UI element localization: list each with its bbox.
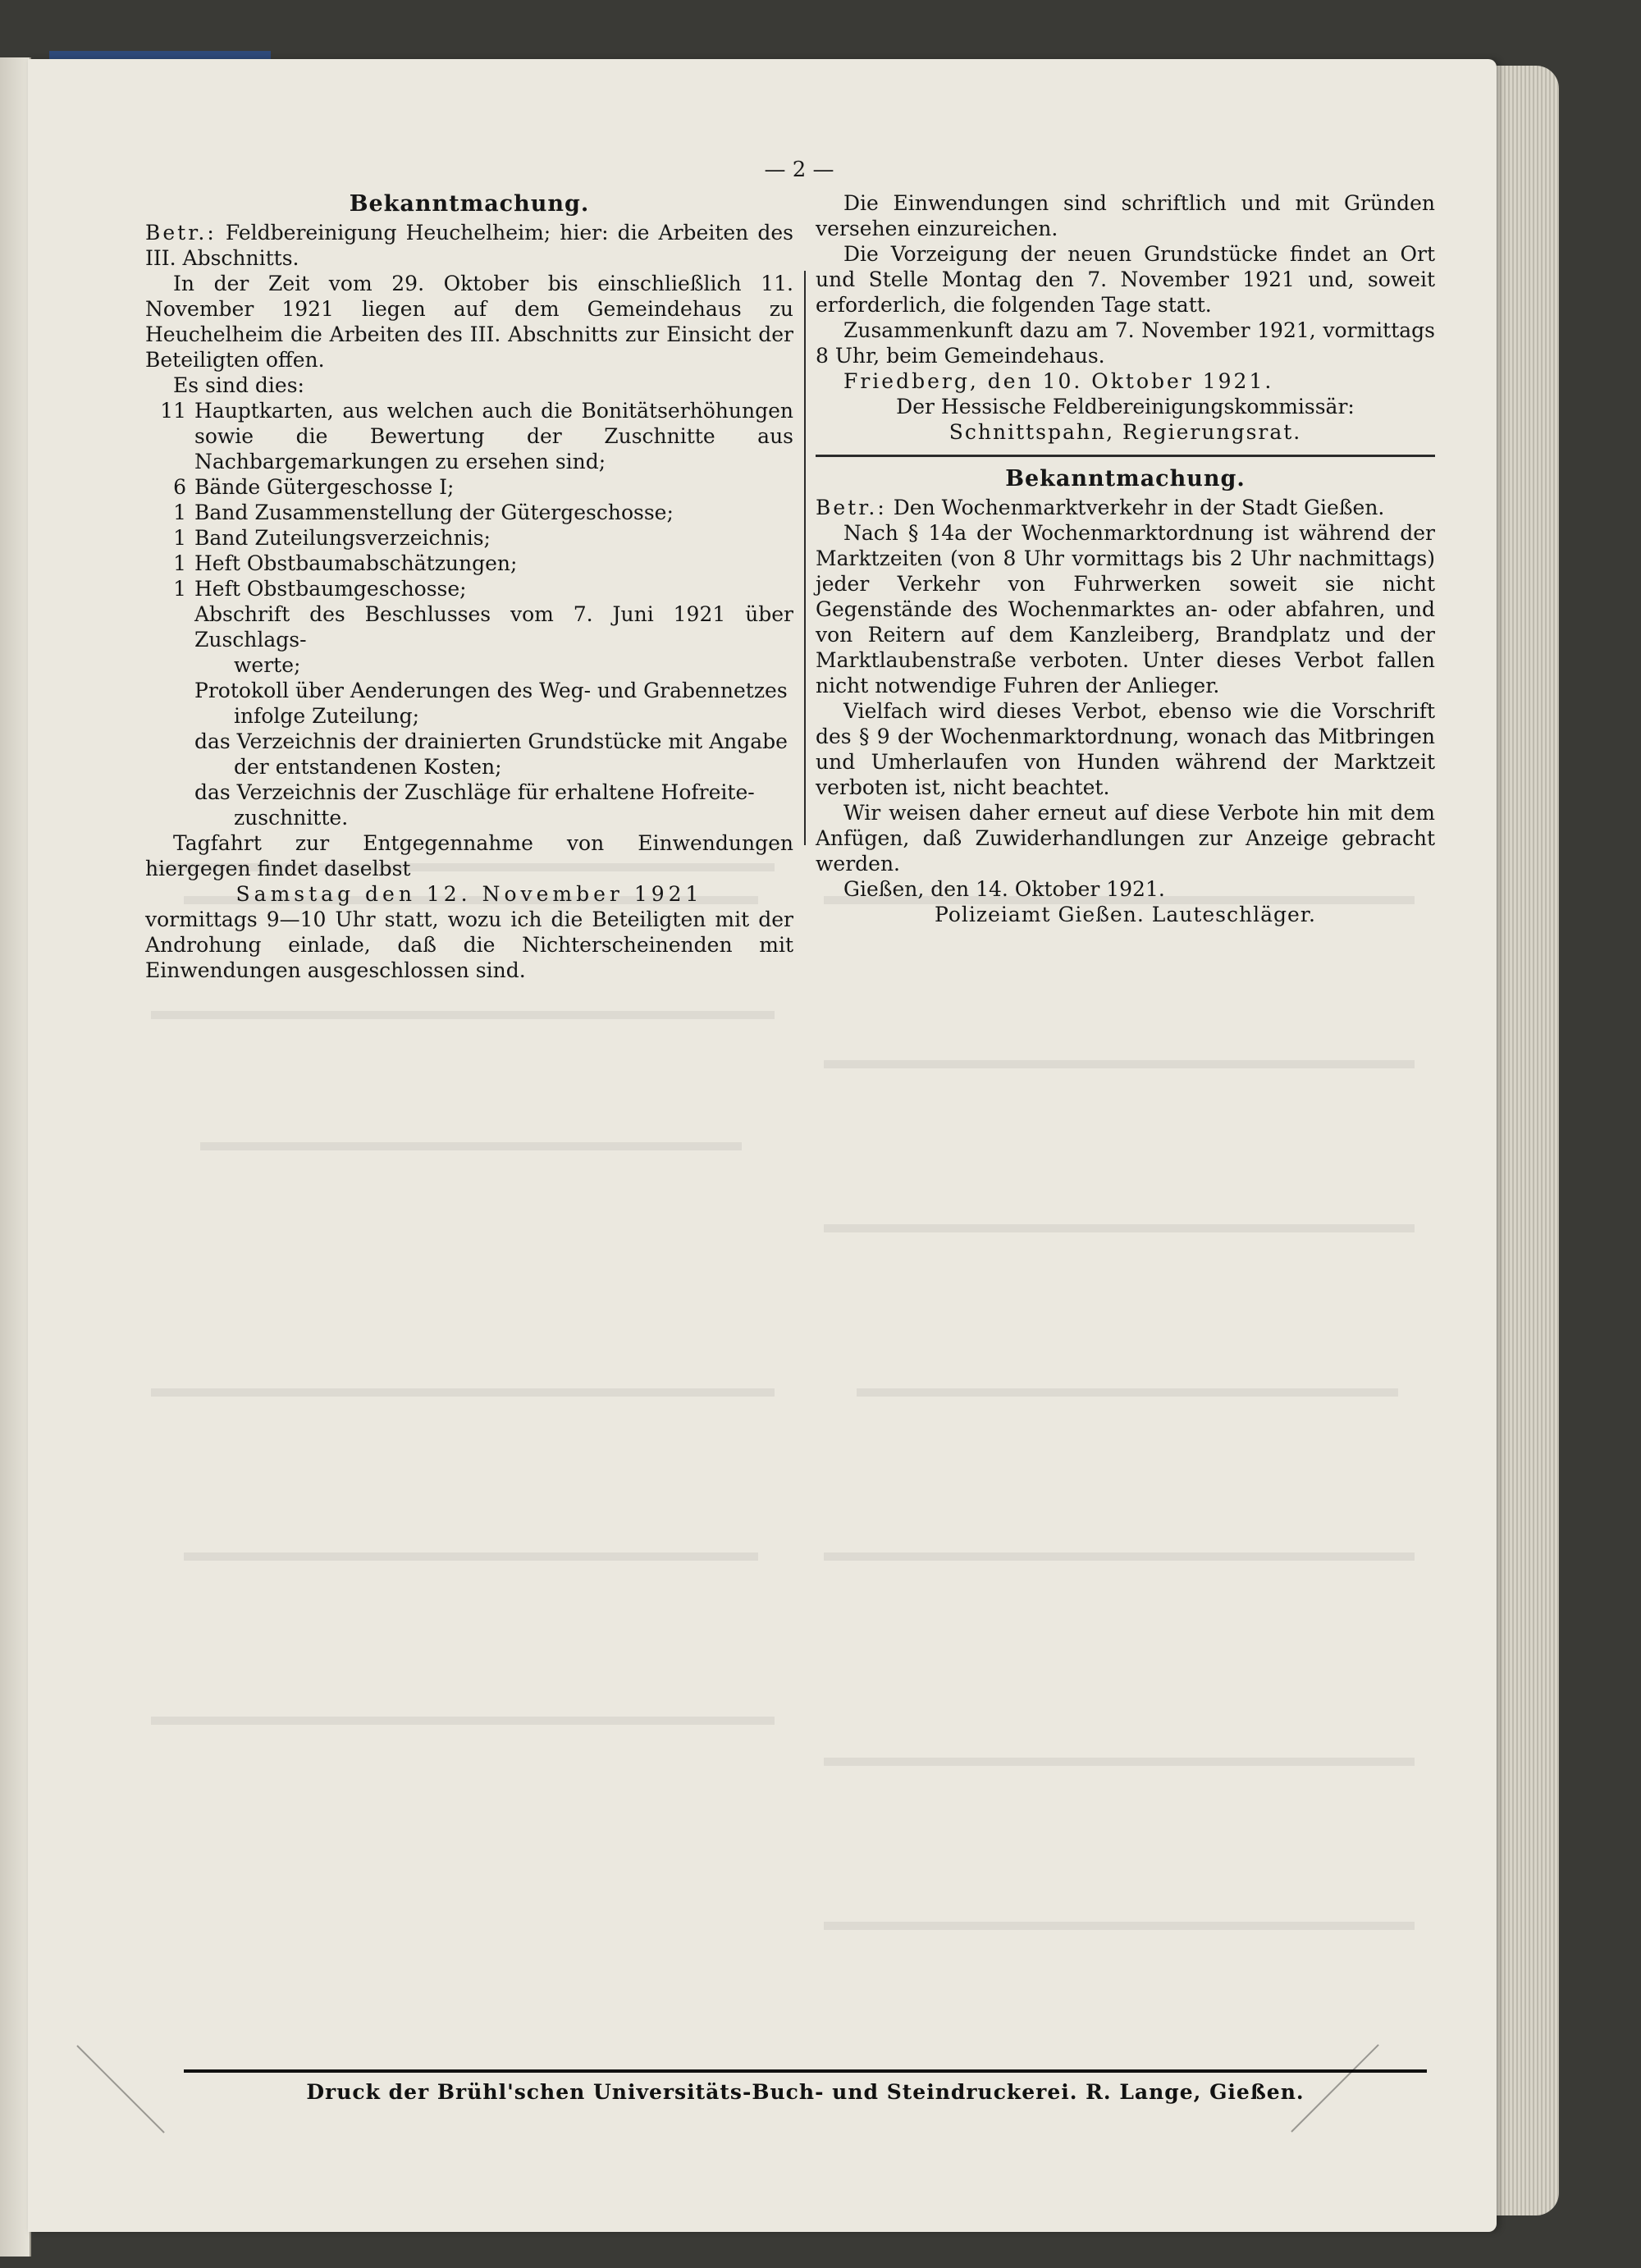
document-page bbox=[28, 59, 1497, 2232]
notice2-paragraph-3: Wir weisen daher erneut auf diese Verbote hin mit dem Anfügen, daß Zuwiderhandlungen zur Anzeige gebracht werden. bbox=[816, 801, 1435, 876]
notice2-place-date: Gießen, den 14. Oktober 1921. bbox=[843, 877, 1165, 901]
column-divider bbox=[804, 271, 806, 845]
notice-separator-rule bbox=[816, 455, 1435, 457]
list-item: Abschrift des Beschlusses vom 7. Juni 1921 über Zuschlags- werte; bbox=[194, 602, 793, 677]
notice2-subject-text: Den Wochenmarktverkehr in der Stadt Gießen. bbox=[893, 496, 1385, 519]
list-item: 1 Heft Obstbaumgeschosse; bbox=[173, 577, 467, 601]
page-number: — 2 — bbox=[764, 158, 834, 182]
notice1-paragraph-4: vormittags 9—10 Uhr statt, wozu ich die Beteiligten mit der Androhung einlade, daß die Nichterscheinenden mit Einwendungen ausgeschlossen sind. bbox=[145, 908, 793, 982]
notice1-continuation-2: Die Vorzeigung der neuen Grundstücke findet an Ort und Stelle Montag den 7. November 1921 und, soweit erforderlich, die folgenden Tage statt. bbox=[816, 242, 1435, 317]
notice1-signer-title: Der Hessische Feldbereinigungskommissär: bbox=[896, 395, 1355, 418]
list-item: das Verzeichnis der Zuschläge für erhaltene Hofreite- zuschnitte. bbox=[194, 780, 755, 830]
notice1-document-list bbox=[145, 398, 793, 601]
left-column bbox=[145, 190, 793, 983]
list-item: 1 Band Zuteilungsverzeichnis; bbox=[173, 526, 491, 550]
notice1-continuation-1: Die Einwendungen sind schriftlich und mit Gründen versehen einzureichen. bbox=[816, 191, 1435, 240]
list-item: 1 Band Zusammenstellung der Gütergeschosse; bbox=[173, 501, 674, 524]
photo-corner-left bbox=[76, 2045, 164, 2133]
list-item: 11 Hauptkarten, aus welchen auch die Bonitätserhöhungen sowie die Bewertung der Zuschnitte aus Nachbargemarkungen zu ersehen sind; bbox=[160, 399, 793, 473]
notice2-paragraph-1: Nach § 14a der Wochenmarktordnung ist während der Marktzeiten (von 8 Uhr vormittags bis 2 Uhr nachmittags) jeder Verkehr von Fuhrwerken soweit sie nicht Gegenstände des Wochenmarktes an- oder abfahren, und von Reitern auf dem Kanzleiberg, Brandplatz und der Marktlaubenstraße verboten. Unter dieses Verbot fallen nicht notwendige Fuhren der Anlieger. bbox=[816, 521, 1435, 697]
notice1-subject-text: Feldbereinigung Heuchelheim; hier: die Arbeiten des III. Abschnitts. bbox=[145, 221, 793, 270]
list-item: Protokoll über Aenderungen des Weg- und Grabennetzes infolge Zuteilung; bbox=[194, 679, 788, 728]
notice1-hearing-date: Samstag den 12. November 1921 bbox=[235, 882, 703, 906]
notice2-subject bbox=[816, 495, 1435, 520]
printer-imprint: Druck der Brühl'schen Universitäts-Buch- und Steindruckerei. R. Lange, Gießen. bbox=[306, 2080, 1305, 2104]
notice1-continuation-3: Zusammenkunft dazu am 7. November 1921, vormittags 8 Uhr, beim Gemeindehaus. bbox=[816, 318, 1435, 368]
list-item: 1 Heft Obstbaumabschätzungen; bbox=[173, 551, 518, 575]
notice1-subject bbox=[145, 220, 793, 271]
notice1-title: Bekanntmachung. bbox=[349, 191, 590, 217]
list-item: 6 Bände Gütergeschosse I; bbox=[173, 475, 455, 499]
footer-rule bbox=[184, 2069, 1427, 2073]
list-item: das Verzeichnis der drainierten Grundstücke mit Angabe der entstandenen Kosten; bbox=[194, 729, 788, 779]
facing-page-edge bbox=[0, 57, 31, 2257]
notice2-paragraph-2: Vielfach wird dieses Verbot, ebenso wie die Vorschrift des § 9 der Wochenmarktordnung, wonach das Mitbringen und Umherlaufen von Hunden während der Marktzeit verboten ist, nicht beachtet. bbox=[816, 699, 1435, 799]
notice1-paragraph-1: In der Zeit vom 29. Oktober bis einschließlich 11. November 1921 liegen auf dem Gemeindehaus zu Heuchelheim die Arbeiten des III. Abschnitts zur Einsicht der Beteiligten offen. bbox=[145, 272, 793, 372]
notice1-signer-name: Schnittspahn, Regierungsrat. bbox=[948, 420, 1302, 444]
right-column bbox=[816, 190, 1435, 927]
notice1-paragraph-2: Es sind dies: bbox=[173, 373, 304, 397]
notice1-sub-list bbox=[145, 601, 793, 830]
notice1-subject-label: Betr.: bbox=[145, 221, 217, 245]
notice2-subject-label: Betr.: bbox=[816, 496, 887, 519]
notice2-signature: Polizeiamt Gießen. Lauteschläger. bbox=[935, 903, 1316, 926]
notice1-paragraph-3: Tagfahrt zur Entgegennahme von Einwendungen hiergegen findet daselbst bbox=[145, 831, 793, 880]
notice1-place-date: Friedberg, den 10. Oktober 1921. bbox=[843, 369, 1274, 393]
notice2-title: Bekanntmachung. bbox=[1005, 466, 1246, 492]
